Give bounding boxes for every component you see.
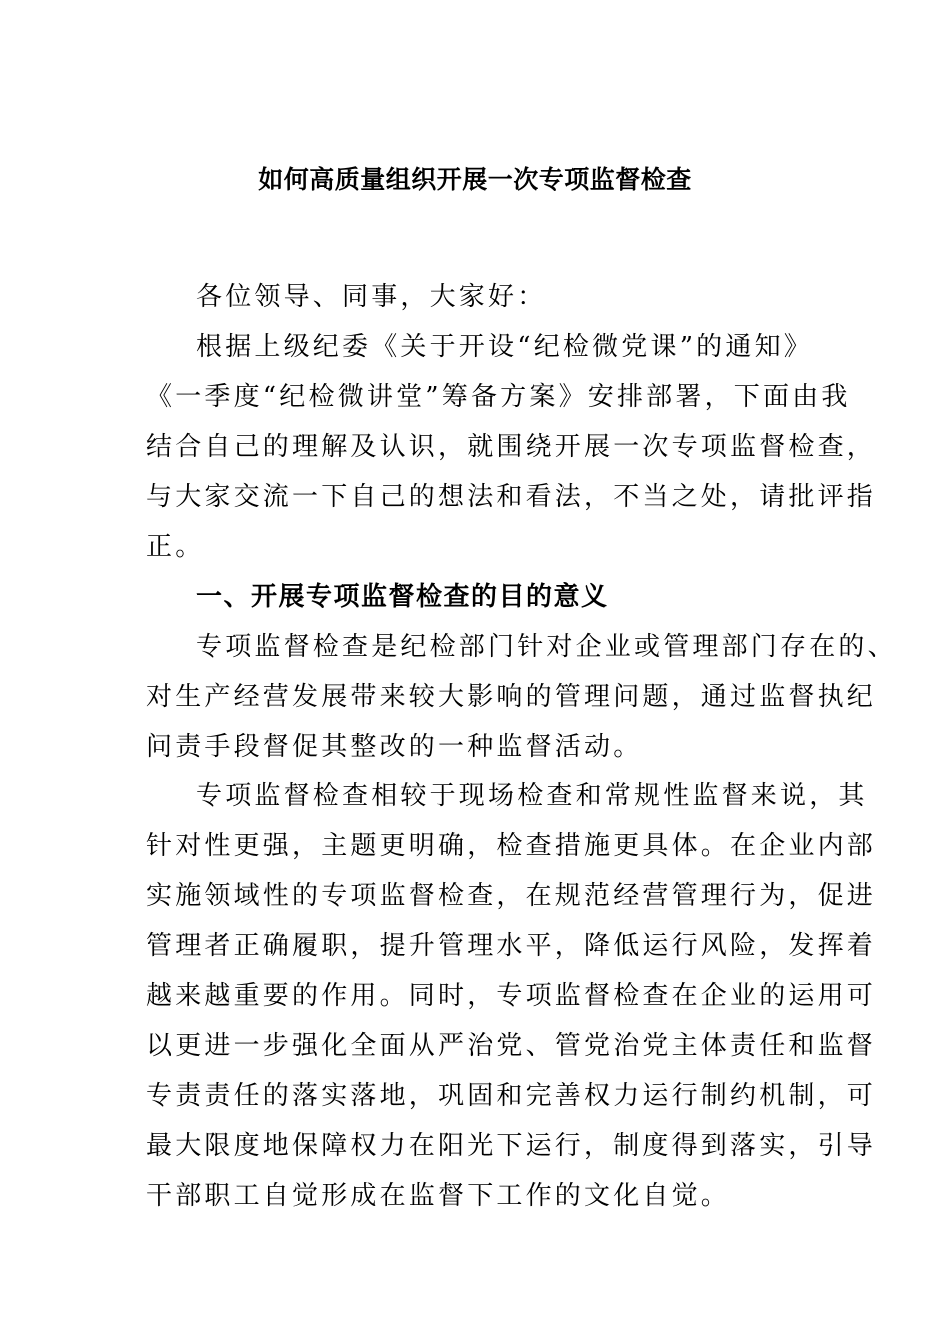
text-line: 越来越重要的作用。同时，专项监督检查在企业的运用可	[146, 981, 877, 1011]
document-title: 如何高质量组织开展一次专项监督检查	[258, 165, 692, 194]
text-line: 专责责任的落实落地，巩固和完善权力运行制约机制，可	[146, 1081, 877, 1111]
text-line: 问责手段督促其整改的一种监督活动。	[146, 732, 643, 762]
text-line: 管理者正确履职，提升管理水平，降低运行风险，发挥着	[146, 931, 877, 961]
text-line: 根据上级纪委《关于开设“纪检微党课”的通知》	[196, 332, 813, 362]
text-line: 正。	[146, 532, 205, 562]
text-line: 针对性更强，主题更明确，检查措施更具体。在企业内部	[146, 831, 877, 861]
text-line: 最大限度地保障权力在阳光下运行，制度得到落实，引导	[146, 1131, 877, 1161]
text-line: 《一季度“纪检微讲堂”筹备方案》安排部署，下面由我	[146, 382, 851, 412]
text-line: 与大家交流一下自己的想法和看法，不当之处，请批评指	[146, 482, 877, 512]
text-line: 以更进一步强化全面从严治党、管党治党主体责任和监督	[146, 1031, 877, 1061]
text-line: 对生产经营发展带来较大影响的管理问题，通过监督执纪	[146, 682, 877, 712]
text-line: 专项监督检查是纪检部门针对企业或管理部门存在的、	[196, 632, 897, 662]
greeting-line: 各位领导、同事，大家好：	[196, 282, 547, 312]
text-line: 实施领域性的专项监督检查，在规范经营管理行为，促进	[146, 881, 877, 911]
section-heading: 一、开展专项监督检查的目的意义	[196, 582, 609, 612]
text-line: 专项监督检查相较于现场检查和常规性监督来说，其	[196, 781, 868, 811]
text-line: 结合自己的理解及认识，就围绕开展一次专项监督检查，	[146, 432, 877, 462]
text-line: 干部职工自觉形成在监督下工作的文化自觉。	[146, 1181, 731, 1211]
